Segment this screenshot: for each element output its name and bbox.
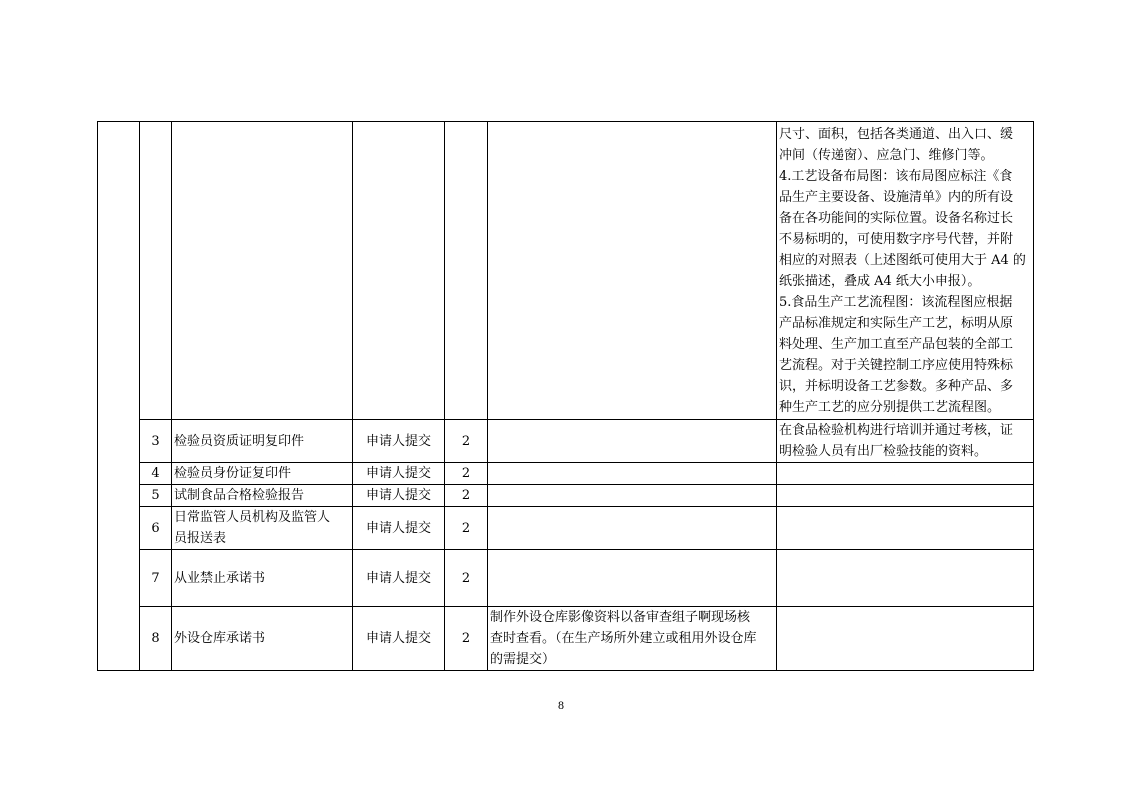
copy-count: 2 [445, 420, 488, 463]
name-line: 员报送表 [174, 531, 227, 546]
requirement-line: 查时查看。（在生产场所外建立或租用外设仓库 [490, 631, 757, 646]
name-line: 日常监管人员机构及监管人 [174, 510, 331, 525]
requirement-line: 的需提交） [490, 652, 556, 667]
material-note [777, 420, 1034, 463]
material-requirement [488, 463, 777, 485]
material-name [172, 550, 353, 607]
page-number: 8 [558, 698, 564, 712]
name-line: 检验员身份证复印件 [174, 466, 292, 481]
row-index: 8 [140, 607, 172, 671]
table-row [98, 420, 1034, 463]
material-note [777, 607, 1034, 671]
row-index: 4 [140, 463, 172, 485]
requirement-line: 制作外设仓库影像资料以备审查组子啊现场核 [490, 610, 751, 625]
material-source: 申请人提交 [353, 485, 445, 507]
copy-count [445, 122, 488, 420]
name-line: 从业禁止承诺书 [174, 570, 266, 586]
row-index [140, 122, 172, 420]
name-line: 检验员资质证明复印件 [174, 433, 305, 449]
material-source: 申请人提交 [353, 420, 445, 463]
copy-count: 2 [445, 485, 488, 507]
material-name [172, 507, 353, 550]
note-line: 在食品检验机构进行培训并通过考核，证 [779, 423, 1014, 438]
material-name [172, 463, 353, 485]
name-line: 试制食品合格检验报告 [174, 488, 305, 503]
material-note [777, 507, 1034, 550]
note-line: 料处理、生产加工直至产品包装的全部工 [779, 336, 1014, 352]
row-index: 7 [140, 550, 172, 607]
name-line: 外设仓库承诺书 [174, 631, 266, 646]
note-line: 尺寸、面积，包括各类通道、出入口、缓 [779, 126, 1014, 142]
copy-count: 2 [445, 507, 488, 550]
row-index: 6 [140, 507, 172, 550]
material-requirement [488, 507, 777, 550]
table-row [98, 463, 1034, 485]
material-requirement [488, 607, 777, 671]
material-requirement [488, 420, 777, 463]
category-cell [98, 122, 140, 671]
material-name [172, 607, 353, 671]
material-source: 申请人提交 [353, 550, 445, 607]
note-line: 产品标准规定和实际生产工艺，标明从原 [779, 315, 1014, 331]
copy-count: 2 [445, 463, 488, 485]
table-row-continued [98, 122, 1034, 420]
material-note [777, 463, 1034, 485]
material-requirement [488, 485, 777, 507]
material-source [353, 122, 445, 420]
row-index: 3 [140, 420, 172, 463]
note-line: 种生产工艺的应分别提供工艺流程图。 [779, 399, 1001, 415]
material-source: 申请人提交 [353, 507, 445, 550]
material-name [172, 420, 353, 463]
table-row [98, 507, 1034, 550]
note-line: 识，并标明设备工艺参数。多种产品、多 [779, 378, 1014, 394]
note-line: 5.食品生产工艺流程图：该流程图应根据 [779, 294, 1013, 310]
table-row [98, 550, 1034, 607]
note-line: 备在各功能间的实际位置。设备名称过长 [779, 210, 1014, 226]
material-name [172, 122, 353, 420]
note-line: 冲间（传递窗）、应急门、维修门等。 [779, 147, 994, 163]
note-line: 不易标明的，可使用数字序号代替，并附 [779, 231, 1014, 247]
material-note [777, 122, 1034, 420]
note-line: 品生产主要设备、设施清单》内的所有设 [779, 189, 1014, 205]
table-row [98, 485, 1034, 507]
note-line: 4.工艺设备布局图：该布局图应标注《食 [779, 168, 1013, 184]
row-index: 5 [140, 485, 172, 507]
material-name [172, 485, 353, 507]
note-line: 纸张描述，叠成 A4 纸大小申报）。 [779, 273, 981, 289]
note-line: 相应的对照表（上述图纸可使用大于 A4 的 [779, 252, 1026, 268]
copy-count: 2 [445, 607, 488, 671]
copy-count: 2 [445, 550, 488, 607]
material-note [777, 485, 1034, 507]
note-line: 明检验人员有出厂检验技能的资料。 [779, 444, 988, 459]
materials-table [97, 121, 1034, 671]
material-source: 申请人提交 [353, 463, 445, 485]
note-line: 艺流程。对于关键控制工序应使用特殊标 [779, 357, 1014, 373]
material-requirement [488, 122, 777, 420]
material-source: 申请人提交 [353, 607, 445, 671]
material-note [777, 550, 1034, 607]
material-requirement [488, 550, 777, 607]
table-row [98, 607, 1034, 671]
